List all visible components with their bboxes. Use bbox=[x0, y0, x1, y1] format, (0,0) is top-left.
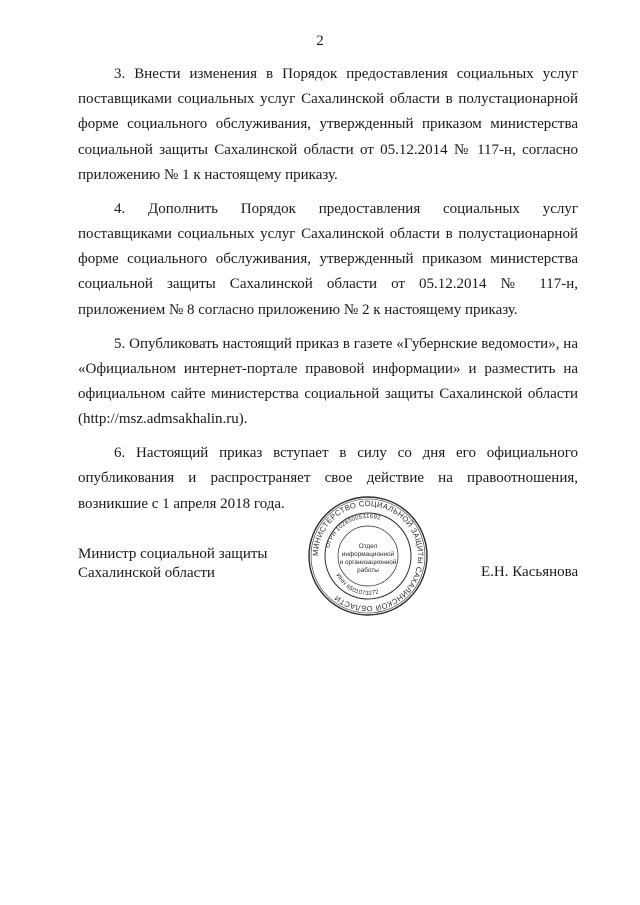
paragraph-4: 4. Дополнить Порядок предоставления социальных услуг поставщиками социальных услуг Сахалинской области в полустационарной форме социального обслуживания, утвержденный приказом министерства социальной защиты Сахалинской области от 05.12.2014 № 117-н, приложением № 8 согласно приложению № 2 к настоящему приказу. bbox=[78, 200, 578, 318]
seal-outer-text: МИНИСТЕРСТВО СОЦИАЛЬНОЙ ЗАЩИТЫ САХАЛИНСКОЙ ОБЛАСТИ bbox=[310, 498, 426, 614]
svg-text:ИНН 6501073272 bbox=[335, 573, 381, 597]
seal-icon bbox=[306, 494, 430, 618]
seal-center-line-1: Отдел bbox=[358, 543, 378, 550]
paragraph-3: 3. Внести изменения в Порядок предоставления социальных услуг поставщиками социальных услуг Сахалинской области в полустационарной форме социального обслуживания, утвержденный приказом министерства социальной защиты Сахалинской области от 05.12.2014 № 117-н, согласно приложению № 1 к настоящему приказу. bbox=[78, 66, 578, 183]
position-line-1: Министр социальной защиты bbox=[78, 546, 268, 562]
paragraph-5: 5. Опубликовать настоящий приказ в газете «Губернские ведомости», на «Официальном интернет-портале правовой информации» и разместить на официальном сайте министерства социальной защиты Сахалинской области (http://msz.admsakhalin.ru). bbox=[78, 335, 578, 428]
document-body bbox=[78, 62, 578, 526]
seal-center-line-4: работы bbox=[357, 567, 379, 574]
signatory-position bbox=[78, 545, 268, 583]
page-number: 2 bbox=[316, 33, 324, 49]
seal-ogrn-text: ОГРН 1026500531692 bbox=[325, 513, 382, 549]
position-line-2: Сахалинской области bbox=[78, 565, 215, 581]
paragraph-6: 6. Настоящий приказ вступает в силу со дня его официального опубликования и распространяет свое действие на правоотношения, возникшие с 1 апреля 2018 года. bbox=[78, 445, 578, 512]
signatory-name: Е.Н. Касьянова bbox=[481, 564, 579, 580]
seal-center-line-3: и организационной bbox=[339, 559, 397, 566]
seal-inn-text: ИНН 6501073272 bbox=[334, 572, 380, 598]
official-seal-stamp bbox=[306, 494, 430, 618]
seal-center-line-2: информационной bbox=[341, 551, 395, 558]
